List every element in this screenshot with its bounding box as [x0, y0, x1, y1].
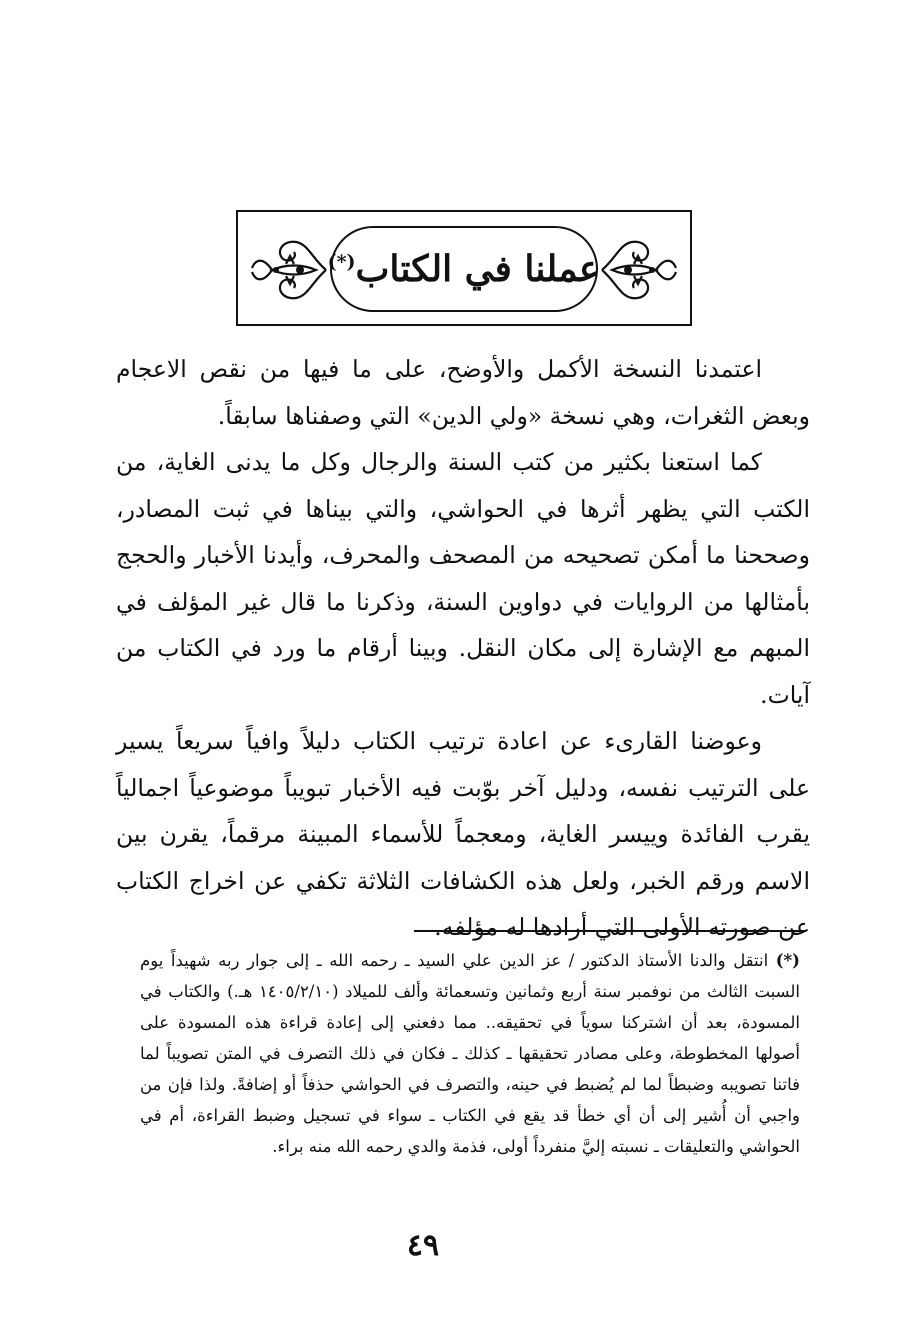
footnote-mark: (*) — [775, 951, 800, 970]
title-footnote-mark: (*) — [327, 251, 356, 273]
paragraph-3: وعوضنا القارىء عن اعادة ترتيب الكتاب دليلاً وافياً سريعاً يسير على الترتيب نفسه، ودليل آخر بوّبت فيه الأخبار تبويباً موضوعياً اجمالياً يقرب الفائدة وييسر الغاية، ومعجماً للأسماء المبينة مرقماً، يقرن بين الاسم ورقم الخبر، ولعل هذه الكشافات الثلاثة تكفي عن اخراج الكتاب عن صورته الأولى التي أرادها له مؤلفه. — [116, 727, 810, 941]
title-cartouche — [327, 226, 601, 312]
paragraph-1: اعتمدنا النسخة الأكمل والأوضح، على ما فيها من نقص الاعجام وبعض الثغرات، وهي نسخة «ولي الدين» التي وصفناها سابقاً. — [116, 355, 810, 430]
arabesque-ornament-left-icon — [246, 228, 332, 312]
chapter-heading-frame — [236, 210, 692, 326]
footnote-divider — [414, 930, 806, 932]
footnote — [140, 945, 800, 1162]
footnote-text: انتقل والدنا الأستاذ الدكتور / عز الدين علي السيد ـ رحمه الله ـ إلى جوار ربه شهيداً يوم السبت الثالث من نوفمبر سنة أربع وثمانين وتسعمائة وألف للميلاد (١٤٠٥/٢/١٠ هـ.) والكتاب في المسودة، بعد أن اشتركنا سوياً في تحقيقه.. مما دفعني إلى إعادة قراءة هذه المسودة على أصولها المخطوطة، وعلى مصادر تحقيقها ـ كذلك ـ فكان في ذلك التصرف في المتن تصويباً لما فاتنا تصويبه وضبطاً لما لم يُضبط في حينه، والتصرف في الحواشي حذفاً أو إضافةً. ولذا فإن من واجبي أن أُشير إلى أن أي خطأ قد يقع في الكتاب ـ سواء في تسجيل وضبط القراءة، أم في الحواشي والتعليقات ـ نسبته إليَّ منفرداً أولى، فذمة والدي رحمه الله منه براء. — [140, 951, 800, 1156]
chapter-title: عملنا في الكتاب(*) — [327, 248, 601, 290]
arabesque-ornament-right-icon — [596, 228, 682, 312]
paragraph-2: كما استعنا بكثير من كتب السنة والرجال وكل ما يدنى الغاية، من الكتب التي يظهر أثرها في الحواشي، والتي بيناها في ثبت المصادر، وصححنا ما أمكن تصحيحه من المصحف والمحرف، وأيدنا الأخبار والحجج بأمثالها من الروايات في دواوين السنة، وذكرنا ما قال غير المؤلف في المبهم مع الإشارة إلى مكان النقل. وبينا أرقام ما ورد في الكتاب من آيات. — [116, 448, 810, 709]
page-number: ٤٩ — [406, 1228, 440, 1263]
body-text — [116, 346, 810, 951]
